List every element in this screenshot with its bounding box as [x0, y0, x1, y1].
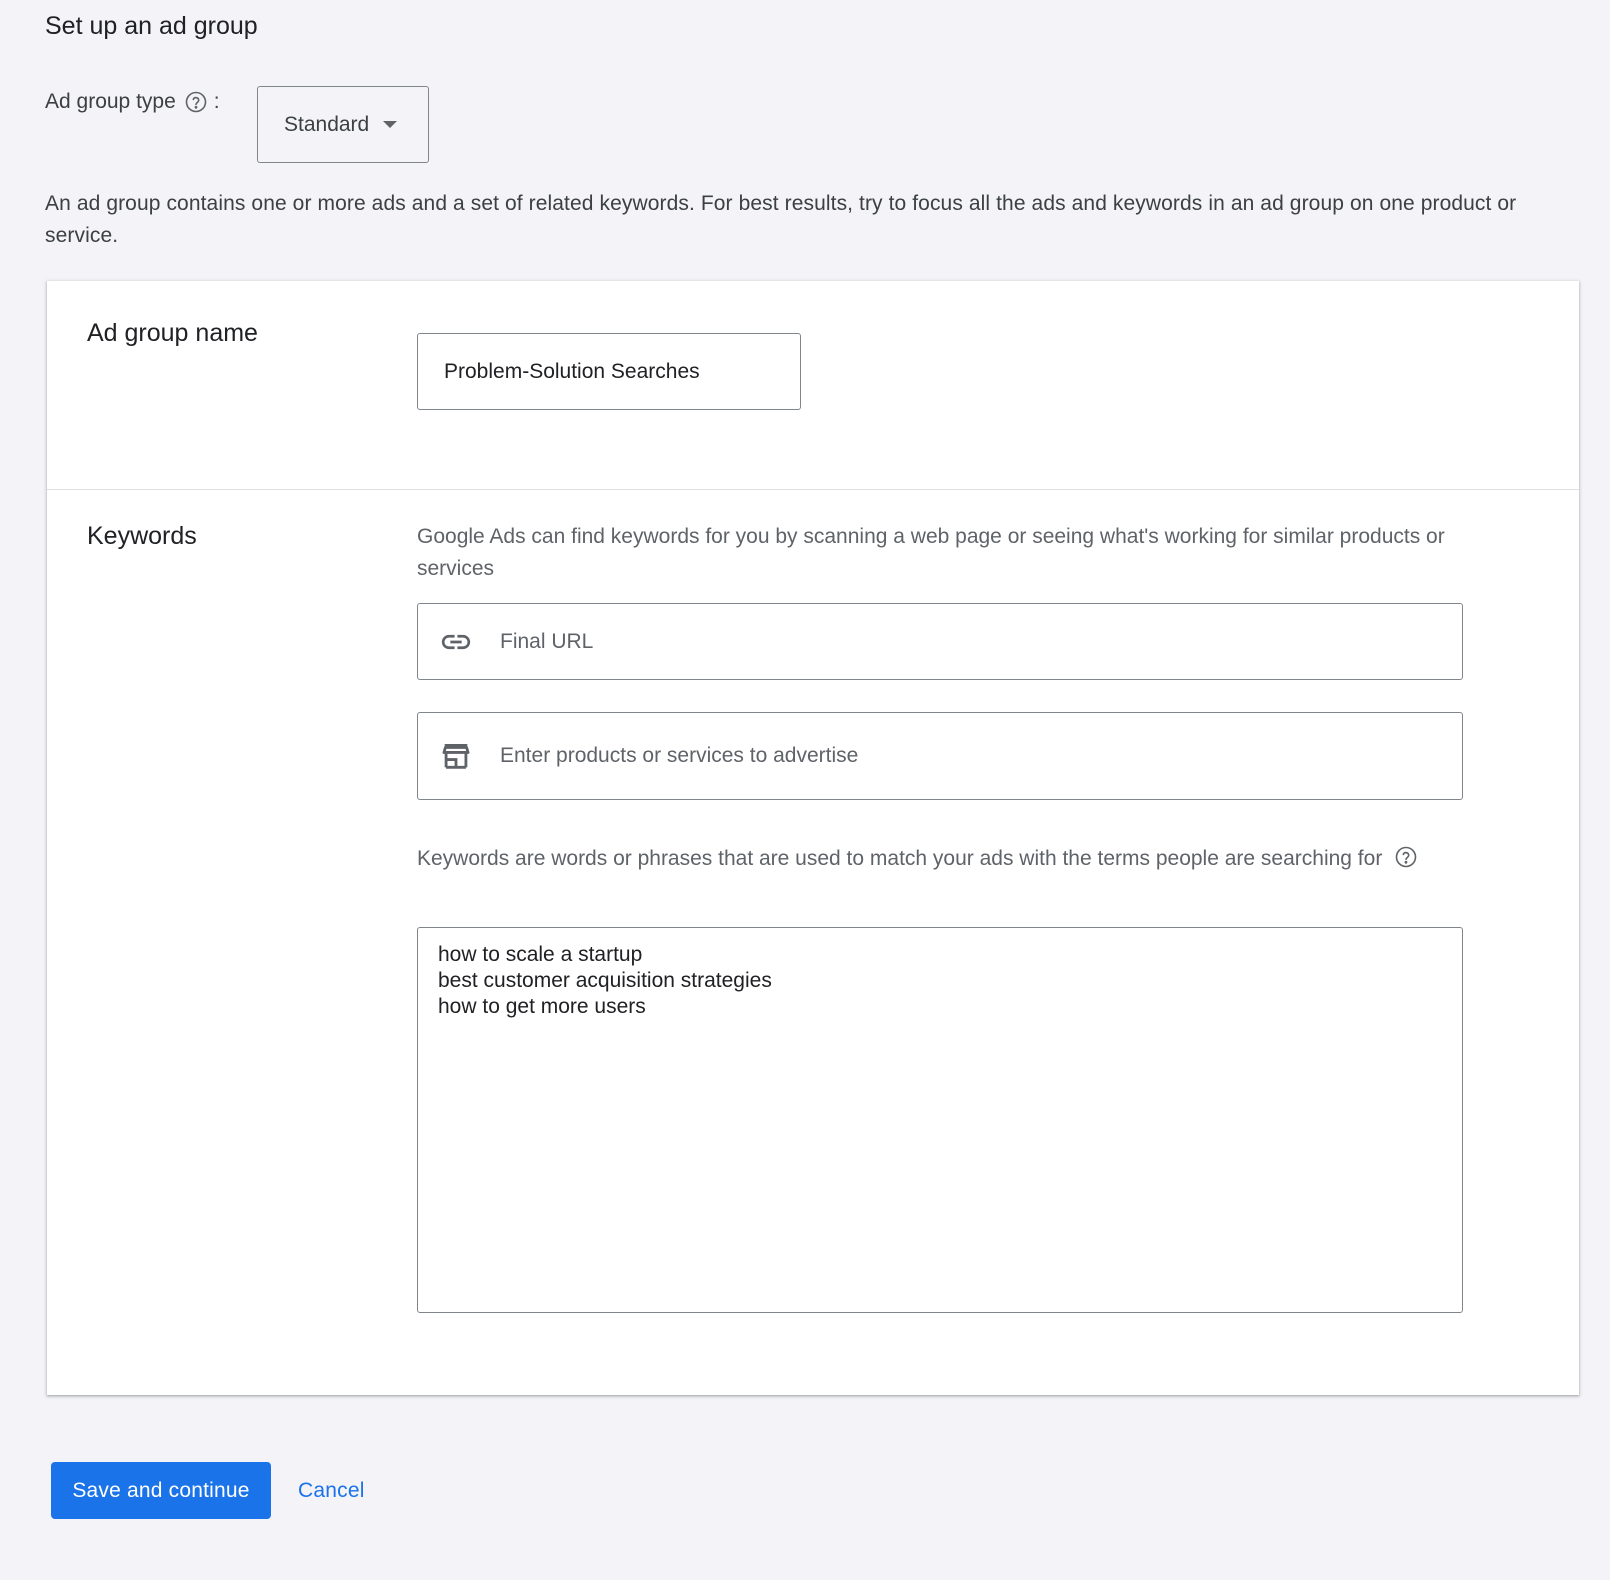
ad-group-type-row — [45, 86, 370, 136]
keywords-textarea[interactable] — [417, 927, 1463, 1313]
products-services-input[interactable] — [417, 712, 1463, 800]
keywords-heading: Keywords — [87, 522, 197, 550]
keywords-definition — [417, 843, 1457, 875]
keywords-scan-help: Google Ads can find keywords for you by scanning a web page or seeing what's working for similar products or services — [417, 525, 1445, 580]
products-services-placeholder: Enter products or services to advertise — [500, 744, 859, 767]
ad-group-name-heading: Ad group name — [87, 319, 258, 347]
type-label-colon: : — [213, 90, 220, 113]
keyword-entry: how to get more users — [438, 995, 646, 1018]
link-icon — [438, 624, 474, 660]
ad-group-name-input[interactable] — [417, 333, 801, 410]
ad-group-name-value: Problem-Solution Searches — [444, 359, 700, 383]
cancel-button[interactable]: Cancel — [298, 1478, 365, 1502]
intro-description: An ad group contains one or more ads and a set of related keywords. For best results, try to focus all the ads and keywords in an ad group on one product or service. — [45, 192, 1517, 247]
ad-group-name-section — [47, 281, 1579, 490]
keywords-section — [47, 490, 1579, 1395]
ad-group-type-label-wrap — [45, 90, 220, 114]
keyword-entry: best customer acquisition strategies — [438, 969, 772, 992]
keyword-entry: how to scale a startup — [438, 943, 643, 966]
ad-group-type-select[interactable] — [257, 86, 429, 163]
ad-group-card — [47, 281, 1579, 1395]
store-icon — [438, 738, 474, 774]
final-url-placeholder: Final URL — [500, 629, 594, 653]
ad-group-type-label: Ad group type — [45, 90, 176, 113]
ad-group-type-value: Standard — [284, 112, 370, 136]
help-circle-icon[interactable] — [1394, 845, 1418, 869]
caret-down-icon — [383, 121, 397, 128]
save-and-continue-button[interactable]: Save and continue — [51, 1462, 271, 1519]
help-circle-icon[interactable] — [184, 90, 208, 114]
keywords-definition-text: Keywords are words or phrases that are used to match your ads with the terms people are searching for — [417, 847, 1383, 870]
page-title: Set up an ad group — [45, 12, 258, 40]
final-url-input[interactable] — [417, 603, 1463, 680]
